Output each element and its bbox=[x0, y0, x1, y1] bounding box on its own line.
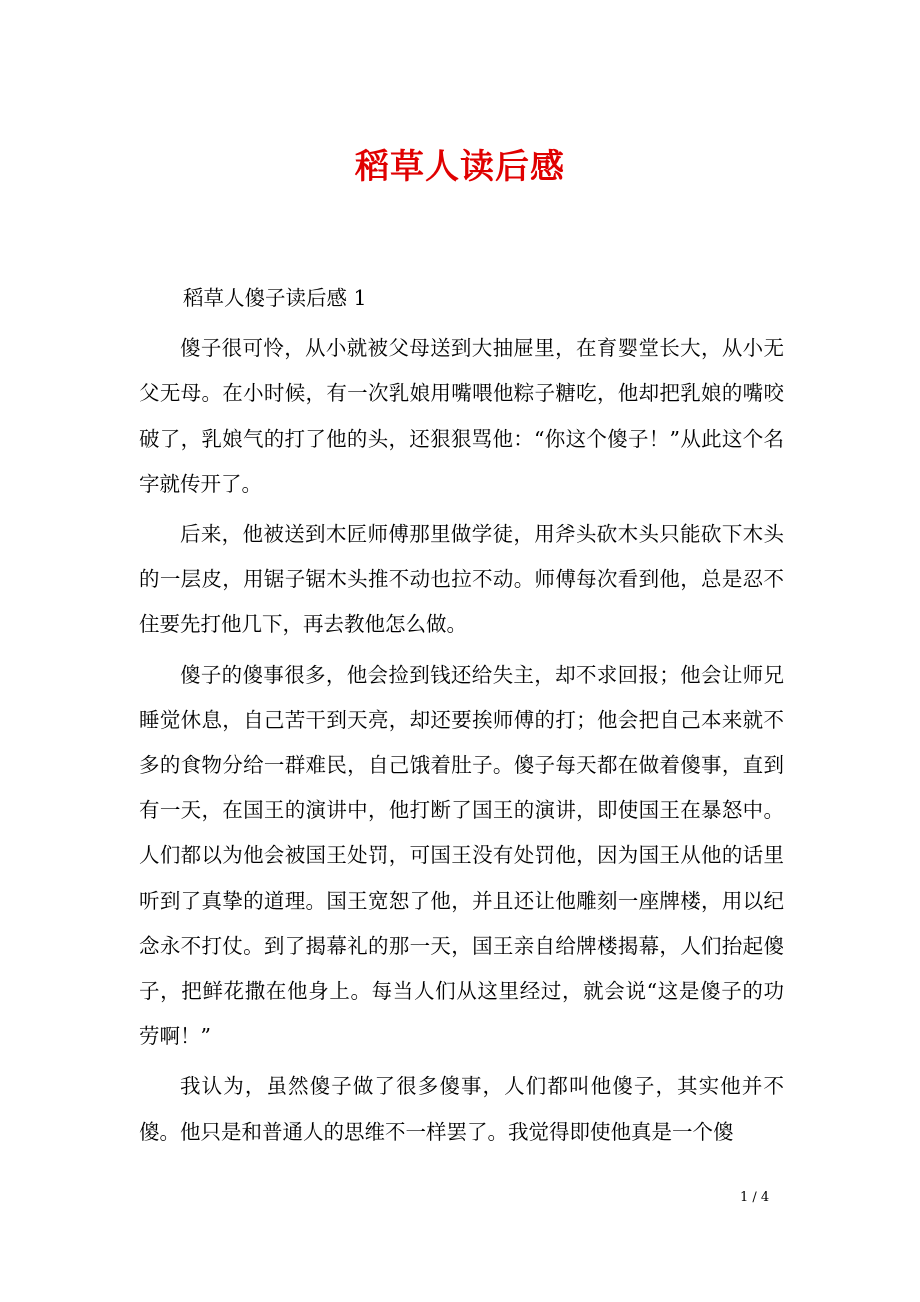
document-title: 稻草人读后感 bbox=[355, 147, 565, 187]
paragraph: 傻子的傻事很多，他会捡到钱还给失主，却不求回报；他会让师兄睡觉休息，自己苦干到天亮，却还要挨师傅的打；他会把自己本来就不多的食物分给一群难民，自己饿着肚子。傻子每天都在做着傻事，直到有一天，在国王的演讲中，他打断了国王的演讲，即使国王在暴怒中。人们都以为他会被国王处罚，可国王没有处罚他，因为国王从他的话里听到了真挚的道理。国王宽恕了他，并且还让他雕刻一座牌楼，用以纪念永不打仗。到了揭幕礼的那一天，国王亲自给牌楼揭幕，人们抬起傻子，把鲜花撒在他身上。每当人们从这里经过，就会说“这是傻子的功劳啊！” bbox=[139, 662, 784, 1049]
document-body bbox=[139, 276, 784, 1155]
page-number: 1 / 4 bbox=[740, 1190, 770, 1205]
section-subtitle: 稻草人傻子读后感 1 bbox=[183, 286, 367, 310]
paragraph: 傻子很可怜，从小就被父母送到大抽屉里，在育婴堂长大，从小无父无母。在小时候，有一次乳娘用嘴喂他粽子糖吃，他却把乳娘的嘴咬破了，乳娘气的打了他的头，还狠狠骂他：“你这个傻子！”从此这个名字就传开了。 bbox=[139, 336, 784, 496]
paragraph: 后来，他被送到木匠师傅那里做学徒，用斧头砍木头只能砍下木头的一层皮，用锯子锯木头推不动也拉不动。师傅每次看到他，总是忍不住要先打他几下，再去教他怎么做。 bbox=[139, 522, 784, 637]
paragraph: 我认为，虽然傻子做了很多傻事，人们都叫他傻子，其实他并不傻。他只是和普通人的思维不一样罢了。我觉得即使他真是一个傻 bbox=[139, 1074, 784, 1144]
